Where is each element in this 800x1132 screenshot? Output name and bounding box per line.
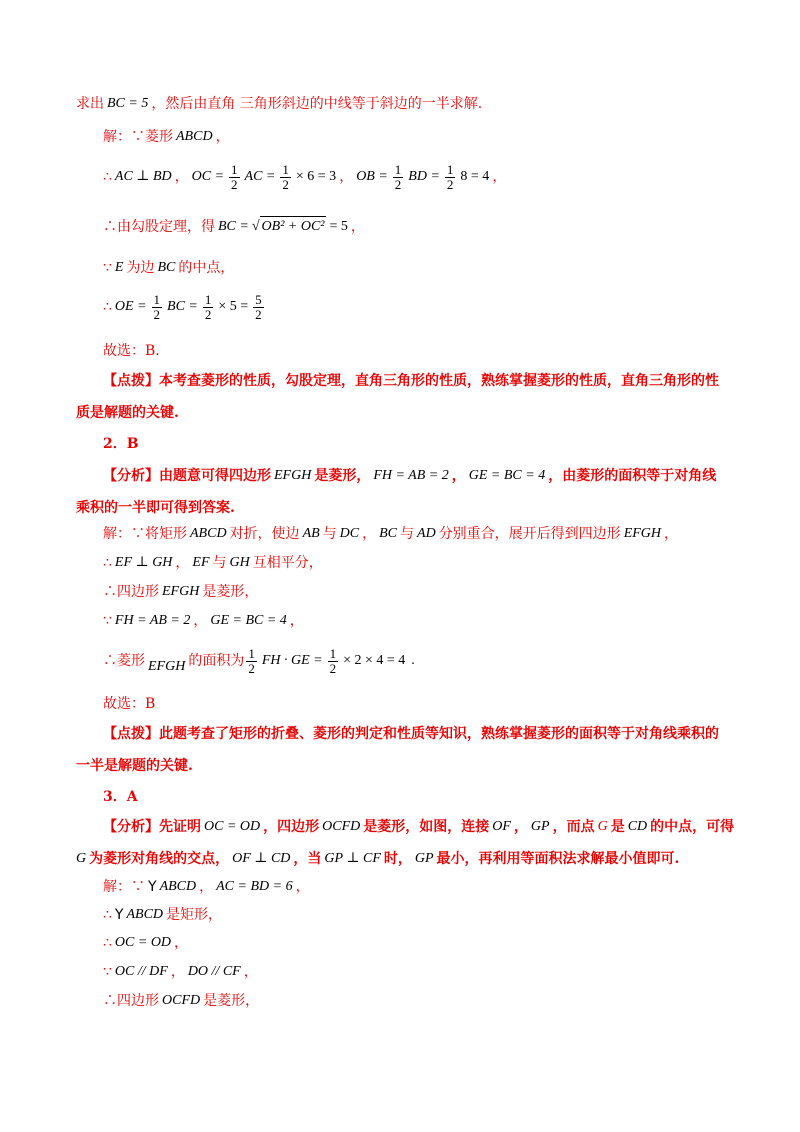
math-expr: AC =	[244, 169, 276, 184]
math-expr: 8 = 4	[460, 169, 490, 184]
math-expr: AB	[302, 526, 320, 541]
text: ∴菱形	[103, 653, 145, 669]
text-line	[103, 962, 730, 982]
fraction: $\frac{1}{2}$	[204, 291, 212, 322]
text: ∴四边形	[103, 584, 159, 600]
text: ∵	[103, 260, 112, 276]
math-expr: GP	[414, 851, 434, 866]
text: ∴	[103, 169, 112, 185]
math-expr: OE =	[114, 299, 147, 314]
text: ，然后由直角 三角形斜边的中线等于斜边的一半求解.	[151, 96, 483, 112]
fraction: $\frac{1}{2}$	[231, 161, 238, 192]
text-line	[103, 611, 730, 631]
text: 为菱形对角线的交点，	[89, 851, 230, 867]
text: ∴由勾股定理，得	[103, 218, 215, 235]
text-line	[76, 849, 730, 869]
text: 【点拨】本考查菱形的性质，勾股定理，直角三角形的性质，熟练掌握菱形的性质，直角三角形的性	[103, 373, 719, 389]
text-line	[103, 724, 730, 744]
math-expr: AC ⊥ BD	[114, 169, 172, 184]
text: 时，	[383, 851, 412, 867]
text-line	[103, 933, 730, 953]
text-line	[103, 258, 730, 278]
text-line	[103, 216, 730, 237]
math-expr: × 5 =	[218, 299, 249, 314]
math-expr: BC	[379, 526, 398, 541]
math-expr: EFGH	[274, 468, 312, 483]
fraction: $\frac{1}{2}$	[153, 291, 161, 322]
text: 是菱形，如图，连接	[363, 819, 490, 835]
text-line	[76, 94, 730, 114]
text: 对折，使边	[229, 526, 300, 542]
text: ，	[174, 935, 189, 951]
math-expr: × 2 × 4 = 4	[343, 653, 406, 668]
math-expr: OB =	[356, 169, 388, 184]
text: ，	[451, 468, 466, 484]
text: ，	[295, 879, 310, 895]
text: ，	[174, 169, 189, 185]
text-line	[103, 877, 730, 897]
text: ∴	[103, 935, 112, 951]
text: 故选：B	[103, 696, 156, 712]
fraction: $\frac{1}{2}$	[248, 645, 255, 676]
math-expr: OF	[492, 819, 511, 834]
math-expr: FH = AB = 2	[114, 613, 191, 628]
text: ∵	[103, 613, 112, 629]
text: ，当	[293, 851, 322, 867]
text-line	[103, 787, 730, 807]
text: ，	[199, 879, 214, 895]
math-expr: ABCD	[176, 129, 213, 144]
math-expr: EF ⊥ GH	[114, 555, 173, 570]
math-expr: ABCD	[126, 907, 164, 922]
math-expr: GE = BC = 4	[210, 613, 287, 628]
fraction: $\frac{1}{2}$	[329, 645, 337, 676]
fraction: $\frac{1}{2}$	[446, 161, 454, 192]
math-expr: ABCD	[159, 879, 197, 894]
text: ，	[289, 613, 304, 629]
text: ，	[513, 819, 528, 835]
text-line	[103, 127, 730, 147]
text: 是菱形，	[202, 584, 259, 600]
text: ，由菱形的面积等于对角线	[548, 468, 717, 484]
math-expr: OC = OD	[114, 935, 172, 950]
text: 乘积的一半即可得到答案.	[76, 500, 235, 516]
math-expr: GP ⊥ CF	[324, 851, 381, 866]
text: ∵	[103, 964, 112, 980]
math-expr: CD	[627, 819, 648, 834]
text: 【分析】先证明	[103, 819, 201, 835]
text: 解：∵菱形	[103, 129, 173, 145]
text-line	[103, 582, 730, 602]
math-expr: OF ⊥ CD	[232, 851, 291, 866]
text-line	[76, 403, 730, 423]
text-line	[103, 524, 730, 544]
text: 是菱形，	[314, 468, 371, 484]
text: 一半是解题的关键.	[76, 758, 193, 774]
math-expr: GH	[229, 555, 250, 570]
text: 【分析】由题意可得四边形	[103, 468, 271, 484]
text-line	[103, 991, 730, 1011]
text-line	[103, 817, 735, 837]
text: 与	[322, 526, 337, 542]
text: 是矩形，	[166, 907, 223, 923]
text: 分别重合，展开后得到四边形	[438, 526, 621, 542]
text-line	[103, 371, 730, 391]
text: 的面积为	[188, 653, 245, 669]
text: ，而点	[552, 819, 595, 835]
math-expr: GE = BC = 4	[468, 468, 546, 483]
text: ，	[350, 218, 365, 235]
fraction: $\frac{1}{2}$	[282, 161, 289, 192]
text: ，	[243, 964, 258, 980]
fraction: $\frac{1}{2}$	[394, 161, 402, 192]
text-line	[103, 466, 730, 486]
math-expr: OCFD	[322, 819, 361, 834]
text: ，	[175, 555, 190, 571]
math-expr: ABCD	[190, 526, 227, 541]
text: 解：∵将矩形	[103, 526, 187, 542]
math-expr: BC =	[218, 218, 249, 234]
text: 故选：B.	[103, 343, 160, 359]
text: ，	[193, 613, 208, 629]
math-expr: OC // DF	[114, 964, 168, 979]
sqrt-expr: √ OB² + OC²	[252, 216, 327, 237]
math-expr: GP	[530, 819, 550, 834]
text: 的中点，可得	[650, 819, 735, 835]
text: ，	[664, 526, 679, 542]
text: 互相平分，	[252, 555, 323, 571]
math-expr: EFGH	[162, 584, 200, 599]
math-expr: BC = 5	[107, 96, 149, 111]
math-expr: = 5	[329, 218, 348, 234]
text-line	[103, 160, 730, 194]
math-expr: EFGH	[148, 659, 186, 674]
fraction: $\frac{5}{2}$	[255, 291, 262, 322]
math-expr: FH · GE =	[261, 653, 323, 668]
math-expr: OC = OD	[204, 819, 261, 834]
text: ∴四边形	[103, 993, 159, 1009]
math-expr: × 6 = 3	[295, 169, 337, 184]
math-expr: AC = BD = 6	[216, 879, 293, 894]
text: ，四边形	[263, 819, 320, 835]
math-expr: E	[114, 260, 124, 275]
text: 是菱形，	[203, 993, 260, 1009]
text: ，	[170, 964, 185, 980]
text: 为边	[126, 260, 155, 276]
text: ，	[492, 169, 507, 185]
math-expr: BD =	[408, 169, 440, 184]
math-expr: G	[597, 819, 608, 834]
math-expr: FH = AB = 2	[373, 468, 449, 483]
text-line	[103, 644, 730, 678]
text: 最小，再利用等面积法求解最小值即可.	[436, 851, 680, 867]
math-expr: BC =	[167, 299, 198, 314]
math-expr: EFGH	[623, 526, 662, 541]
parallelogram-symbol: Y	[148, 879, 157, 895]
text: 质是解题的关键.	[76, 405, 179, 421]
text-line	[103, 434, 730, 454]
text: ，	[215, 129, 230, 145]
text: 与	[400, 526, 415, 542]
math-expr: EF	[192, 555, 210, 570]
text: 【点拨】此题考查了矩形的折叠、菱形的判定和性质等知识，熟练掌握菱形的面积等于对角线乘积的	[103, 726, 719, 742]
text-line	[76, 498, 730, 518]
text-line	[103, 290, 730, 324]
text: ，	[362, 526, 377, 542]
text: ∴	[103, 555, 112, 571]
math-expr: .	[411, 653, 415, 668]
text: 2．B	[103, 436, 139, 452]
math-expr: OCFD	[162, 993, 201, 1008]
math-expr: DC	[339, 526, 360, 541]
text: 是	[610, 819, 625, 835]
parallelogram-symbol: Y	[114, 907, 124, 923]
math-expr: DO // CF	[187, 964, 241, 979]
math-expr: G	[76, 851, 87, 866]
text: ，	[339, 169, 354, 185]
text-line	[103, 341, 730, 361]
text: ∴	[103, 907, 112, 923]
text-line	[103, 694, 730, 714]
text: 解：∵	[103, 879, 145, 895]
text: 的中点，	[178, 260, 235, 276]
text-line	[103, 905, 730, 925]
text: 求出	[76, 96, 104, 112]
math-expr: BC	[157, 260, 176, 275]
math-expr: OC =	[191, 169, 225, 184]
text-line	[76, 756, 730, 776]
text: 3．A	[103, 789, 138, 805]
math-expr: AD	[417, 526, 436, 541]
text: ∴	[103, 299, 112, 315]
text: 与	[212, 555, 227, 571]
text-line	[103, 553, 730, 573]
